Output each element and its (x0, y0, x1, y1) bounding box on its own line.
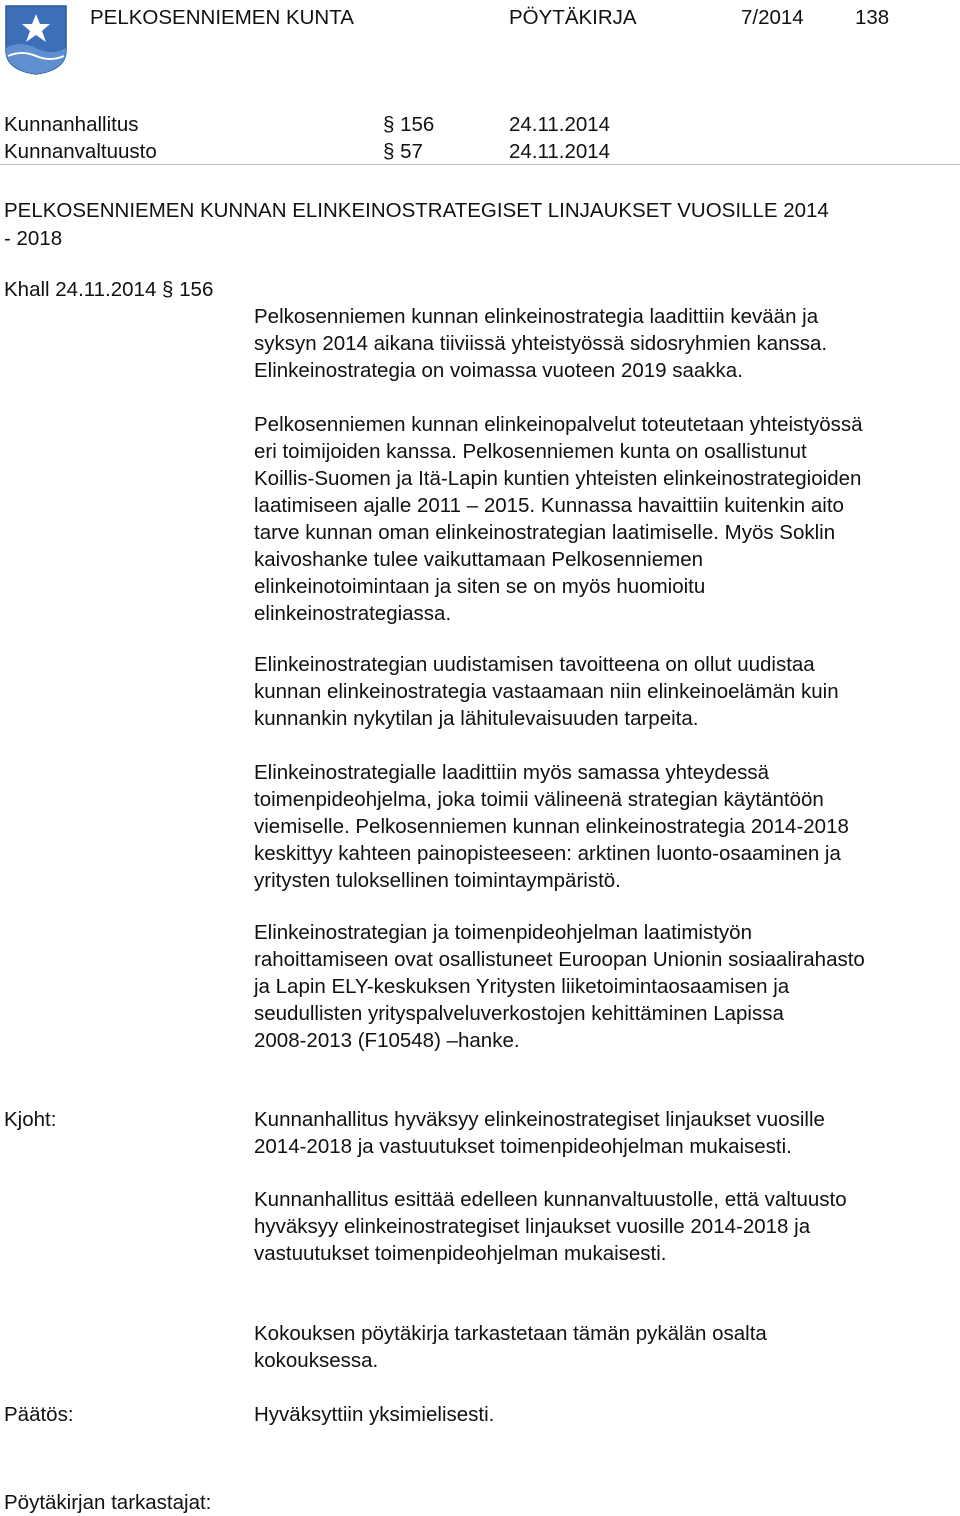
text-line: hyväksyy elinkeinostrategiset linjaukset vuosille 2014-2018 ja (254, 1215, 811, 1238)
paragraph-funding (254, 919, 954, 1054)
text-line: ja Lapin ELY-keskuksen Yritysten liiketoimintaosaamisen ja (254, 975, 790, 998)
text-line: Koillis-Suomen ja Itä-Lapin kuntien yhteisten elinkeinostrategioiden (254, 467, 862, 490)
text-line: elinkeinotoimintaan ja siten se on myös huomioitu (254, 575, 706, 598)
divider (0, 164, 960, 165)
text-line: yritysten tuloksellinen toimintaympäristö. (254, 869, 621, 892)
text-line: eri toimijoiden kanssa. Pelkosenniemen kunta on osallistunut (254, 440, 807, 463)
text-line: rahoittamiseen ovat osallistuneet Euroopan Unionin sosiaalirahasto (254, 948, 865, 971)
text-line: tarve kunnan oman elinkeinostrategian laatimiselle. Myös Soklin (254, 521, 836, 544)
meeting-date-council: 24.11.2014 (509, 140, 611, 163)
text-line: 2014-2018 ja vastuutukset toimenpideohjelman mukaisesti. (254, 1135, 792, 1158)
paragraph-strategy (254, 303, 954, 384)
text-line: vastuutukset toimenpideohjelman mukaisesti. (254, 1242, 667, 1265)
text-line: Kunnanhallitus hyväksyy elinkeinostrategiset linjaukset vuosille (254, 1108, 825, 1131)
paragraph-renewal (254, 651, 954, 732)
municipality-name: PELKOSENNIEMEN KUNTA (90, 6, 354, 29)
kjoht-proposal-council (254, 1186, 954, 1267)
text-line: Elinkeinostrategialle laadittiin myös samassa yhteydessä (254, 761, 770, 784)
text-line: Kokouksen pöytäkirja tarkastetaan tämän pykälän osalta (254, 1322, 767, 1345)
text-line: toimenpideohjelma, joka toimii välineenä strategian käytäntöön (254, 788, 824, 811)
text-line: Kunnanhallitus esittää edelleen kunnanvaltuustolle, että valtuusto (254, 1188, 847, 1211)
document-title (4, 197, 829, 253)
text-line: Elinkeinostrategia on voimassa vuoteen 2019 saakka. (254, 359, 743, 382)
decision-label: Päätös: (4, 1403, 74, 1426)
text-line: elinkeinostrategiassa. (254, 602, 452, 625)
title-line: PELKOSENNIEMEN KUNNAN ELINKEINOSTRATEGISET LINJAUKSET VUOSILLE 2014 (4, 199, 829, 222)
title-line: - 2018 (4, 227, 63, 250)
text-line: keskittyy kahteen painopisteeseen: arktinen luonto-osaaminen ja (254, 842, 841, 865)
text-line: kokouksessa. (254, 1349, 379, 1372)
text-line: Pelkosenniemen kunnan elinkeinopalvelut toteutetaan yhteistyössä (254, 413, 863, 436)
text-line: Elinkeinostrategian uudistamisen tavoitteena on ollut uudistaa (254, 653, 815, 676)
paragraph-services (254, 411, 954, 627)
text-line: kunnankin nykytilan ja lähitulevaisuuden tarpeita. (254, 707, 699, 730)
kjoht-label: Kjoht: (4, 1108, 57, 1131)
text-line: kaivoshanke tulee vaikuttamaan Pelkosenniemen (254, 548, 703, 571)
text-line: 2008-2013 (F10548) –hanke. (254, 1029, 520, 1052)
document-type: PÖYTÄKIRJA (509, 6, 637, 29)
text-line: Elinkeinostrategian ja toimenpideohjelman laatimistyön (254, 921, 752, 944)
text-line: syksyn 2014 aikana tiiviissä yhteistyössä sidosryhmien kanssa. (254, 332, 828, 355)
issue-number: 7/2014 (741, 6, 804, 29)
text-line: viemiselle. Pelkosenniemen kunnan elinkeinostrategia 2014-2018 (254, 815, 849, 838)
decision-text: Hyväksyttiin yksimielisesti. (254, 1403, 495, 1426)
text-line: kunnan elinkeinostrategia vastaamaan niin elinkeinoelämän kuin (254, 680, 839, 703)
section-number-council: § 57 (383, 140, 423, 163)
section-number-board: § 156 (383, 113, 435, 136)
text-line: Pelkosenniemen kunnan elinkeinostrategia laadittiin kevään ja (254, 305, 819, 328)
body-name-board: Kunnanhallitus (4, 113, 139, 136)
coat-of-arms-icon (4, 4, 68, 76)
khall-reference: Khall 24.11.2014 § 156 (4, 278, 214, 301)
text-line: laatimiseen ajalle 2011 – 2015. Kunnassa havaittiin kuitenkin aito (254, 494, 844, 517)
kjoht-proposal (254, 1106, 954, 1160)
meeting-date-board: 24.11.2014 (509, 113, 611, 136)
body-name-council: Kunnanvaltuusto (4, 140, 157, 163)
page-number: 138 (855, 6, 890, 29)
paragraph-action-plan (254, 759, 954, 894)
text-line: seudullisten yrityspalveluverkostojen kehittäminen Lapissa (254, 1002, 784, 1025)
review-note (254, 1320, 954, 1374)
reviewers-label: Pöytäkirjan tarkastajat: (4, 1491, 212, 1514)
